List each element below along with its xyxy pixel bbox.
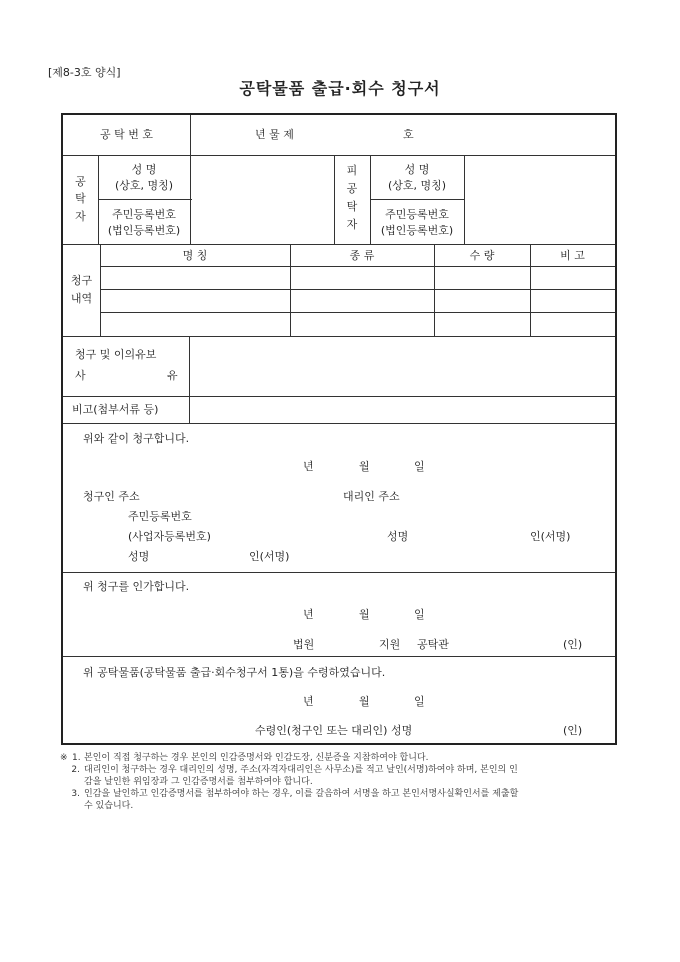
depositee-name-label: 성 명 — [404, 163, 430, 176]
receipt-seal: (인) — [563, 724, 583, 737]
column-header-remarks: 비 고 — [560, 249, 585, 262]
note-text: 수 있습니다. — [84, 801, 134, 811]
claimant-id-label: 주민등록번호 — [128, 510, 192, 523]
approval-statement: 위 청구를 인가합니다. — [83, 580, 190, 593]
note-text: 대리인이 청구하는 경우 대리인의 성명, 주소(자격자대리인은 사무소)를 적고 날인(서명)하여야 하며, 본인의 인 — [84, 765, 518, 775]
claim-items-label-1: 청구 — [70, 274, 93, 287]
depositee-id-sublabel: (법인등록번호) — [380, 224, 454, 237]
note-item-continuation — [60, 776, 630, 788]
depositor-name-label: 성 명 — [131, 163, 157, 176]
claimant-address-label: 청구인 주소 — [83, 490, 140, 503]
deposit-number-ho: 호 — [403, 128, 414, 141]
depositee-label-1: 피 — [346, 164, 358, 177]
note-item-continuation — [60, 800, 630, 812]
row-divider — [98, 199, 192, 200]
col-divider — [190, 115, 191, 244]
depositee-label-4: 자 — [346, 218, 358, 231]
row-divider — [63, 423, 615, 424]
claim-date-year: 년 — [303, 460, 314, 473]
receiver-label: 수령인(청구인 또는 대리인) 성명 — [255, 724, 413, 737]
depositee-id-label: 주민등록번호 — [385, 208, 449, 221]
agent-seal-label: 인(서명) — [530, 530, 571, 543]
row-divider — [63, 155, 615, 156]
approval-branch-label: 지원 — [379, 638, 401, 651]
note-number: 1. — [72, 753, 81, 763]
note-text: 본인이 직접 청구하는 경우 본인의 인감증명서와 인감도장, 신분증을 지참하여야 합니다. — [84, 753, 429, 763]
row-divider — [63, 572, 615, 573]
claim-date-day: 일 — [414, 460, 425, 473]
approval-court-label: 법원 — [293, 638, 315, 651]
note-number: 3. — [71, 789, 80, 799]
reason-label: 청구 및 이의유보 — [75, 348, 157, 361]
row-divider — [100, 312, 615, 313]
claim-statement: 위와 같이 청구합니다. — [83, 432, 190, 445]
row-divider — [63, 656, 615, 657]
column-header-type: 종 류 — [349, 249, 375, 262]
note-mark: ※ — [60, 753, 68, 763]
deposit-number-label: 공 탁 번 호 — [100, 128, 153, 141]
claim-date-month: 월 — [359, 460, 370, 473]
form-code: [제8-3호 양식] — [48, 66, 121, 79]
row-divider — [100, 266, 615, 267]
note-number: 2. — [71, 765, 80, 775]
depositor-label-3: 자 — [75, 210, 86, 223]
approval-date-year: 년 — [303, 608, 314, 621]
depositee-name-sublabel: (상호, 명칭) — [387, 179, 447, 192]
row-divider — [63, 336, 615, 337]
receipt-statement: 위 공탁물품(공탁물품 출급·회수청구서 1통)을 수령하였습니다. — [83, 666, 386, 679]
receipt-date-month: 월 — [359, 695, 370, 708]
depositee-label-3: 탁 — [346, 200, 358, 213]
claim-items-label-2: 내역 — [70, 292, 93, 305]
approval-date-day: 일 — [414, 608, 425, 621]
remarks-label: 비고(첨부서류 등) — [72, 403, 159, 416]
receipt-date-year: 년 — [303, 695, 314, 708]
depositor-label-2: 탁 — [75, 192, 86, 205]
depositee-label-2: 공 — [346, 182, 358, 195]
deposit-number-year: 년 물 제 — [255, 128, 294, 141]
column-header-name: 명 칭 — [182, 249, 208, 262]
approval-seal: (인) — [563, 638, 583, 651]
claim-form-table — [61, 113, 617, 745]
claimant-seal-label: 인(서명) — [249, 550, 290, 563]
agent-address-label: 대리인 주소 — [343, 490, 400, 503]
notes — [60, 752, 630, 812]
document-title: 공탁물품 출급·회수 청구서 — [239, 79, 441, 98]
col-divider — [189, 336, 190, 423]
note-text: 감을 날인한 위임장과 그 인감증명서를 첨부하여야 합니다. — [84, 777, 313, 787]
col-divider — [464, 155, 465, 244]
depositor-label-1: 공 — [75, 175, 86, 188]
claimant-name-label: 성명 — [128, 550, 150, 563]
note-item — [60, 788, 630, 800]
reason-label-sa: 사 — [75, 369, 86, 382]
depositor-name-sublabel: (상호, 명칭) — [114, 179, 174, 192]
note-item — [60, 764, 630, 776]
approval-officer-label: 공탁관 — [417, 638, 449, 651]
agent-name-label: 성명 — [387, 530, 409, 543]
note-text: 인감을 날인하고 인감증명서를 첨부하여야 하는 경우, 이를 갈음하여 서명을 하고 본인서명사실확인서를 제출할 — [84, 789, 519, 799]
row-divider — [63, 244, 615, 245]
note-item — [60, 752, 630, 764]
claimant-business-id-label: (사업자등록번호) — [128, 530, 211, 543]
receipt-date-day: 일 — [414, 695, 425, 708]
row-divider — [100, 289, 615, 290]
approval-date-month: 월 — [359, 608, 370, 621]
depositor-id-label: 주민등록번호 — [112, 208, 176, 221]
column-header-quantity: 수 량 — [469, 249, 495, 262]
depositor-id-sublabel: (법인등록번호) — [107, 224, 181, 237]
row-divider — [370, 199, 464, 200]
row-divider — [63, 396, 615, 397]
reason-label-yu: 유 — [167, 369, 178, 382]
